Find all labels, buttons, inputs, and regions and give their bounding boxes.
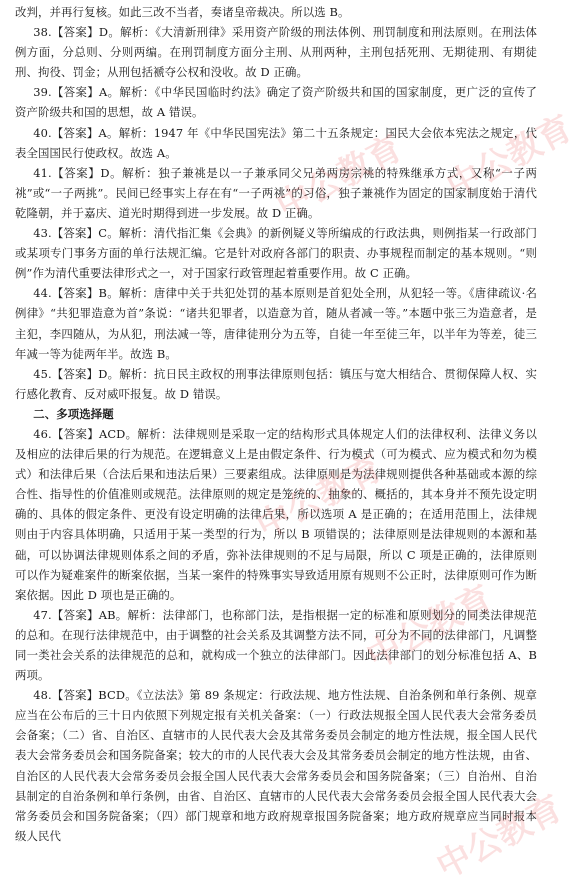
answer-39: 39.【答案】A。解析：《中华民国临时约法》确定了资产阶级共和国的国家制度，更广泛的宣传了资产阶级共和国的思想，故 A 错误。 xyxy=(15,85,537,120)
answer-38: 38.【答案】D。解析：《大清新刑律》采用资产阶级的刑法体例、刑罚制度和刑法原则。在刑法体例方面，分总则、分则两编。在刑罚制度方面分主刑、从刑两种，主刑包括死刑、无期徒刑、有期徒刑、拘役、罚金；从刑包括褫夺公权和没收。故 D 正确。 xyxy=(15,25,537,80)
answer-46: 46.【答案】ACD。解析：法律规则是采取一定的结构形式具体规定人们的法律权利、法律义务以及相应的法律后果的行为规范。在逻辑意义上是由假定条件、行为模式（可为模式、应为模式和勿为模式）和法律后果（合法后果和违法后果）三要素组成。法律原则是为法律规则提供各种基础或本源的综合性、指导性的价值准则或规范。法律原则的规定是笼统的、抽象的、概括的，其本身并不预先设定明确的、具体的假定条件、更没有设定明确的法律后果，所以选项 A 是正确的；在适用范围上，法律规则由于内容具体明确，只适用于某一类型的行为，所以 B 项错误的；法律原则是法律规则的本源和基础，可以协调法律规则体系之间的矛盾，弥补法律规则的不足与局限，所以 C 项是正确的，法律原则可以作为疑难案件的断案依据，当某一案件的特殊事实导致适用原有规则不公正时，法律原则可作为断案依据。因此 D 项也是正确的。 xyxy=(15,426,537,602)
answer-43: 43.【答案】C。解析：清代指汇集《会典》的新例疑义等所编成的行政法典，则例指某一行政部门或某项专门事务方面的单行法规汇编。它是针对政府各部门的职责、办事规程而制定的基本规则。“则例”作为清代重要法律形式之一，对于国家行政管理起着重要作用。故 C 正确。 xyxy=(15,226,537,281)
answer-explanation-document xyxy=(15,2,537,846)
section-heading-multiple-choice: 二、多项选择题 xyxy=(33,406,114,421)
answer-40: 40.【答案】A。解析：1947 年《中华民国宪法》第二十五条规定：国民大会依本宪法之规定，代表全国国民行使政权。故选 A。 xyxy=(15,125,537,160)
watermark-logo: 中公教育 xyxy=(270,128,410,228)
watermark-logo: 中公教育 xyxy=(440,108,580,208)
answer-47: 47.【答案】AB。解析：法律部门，也称部门法，是指根据一定的标准和原则划分的同类法律规范的总和。在现行法律规范中，由于调整的社会关系及其调整方法不同，可分为不同的法律部门，凡调整同一类社会关系的法律规范的总和，就构成一个独立的法律部门。因此法律部门的划分标准包括 A、B 两项。 xyxy=(15,607,537,683)
answer-45: 45.【答案】D。解析：抗日民主政权的刑事法律原则包括：镇压与宽大相结合、贯彻保障人权、实行感化教育、反对威吓报复。故 D 错误。 xyxy=(15,366,537,401)
watermark-logo: 中公教育 xyxy=(360,578,500,678)
watermark-logo: 中公教育 xyxy=(250,448,390,548)
watermark-logo: 中公教育 xyxy=(430,788,570,888)
paragraph-continuation: 改判，并再行复核。如此三改不当者，奏诸皇帝裁决。所以选 B。 xyxy=(15,5,350,19)
answer-41: 41.【答案】D。解析：独子兼祧是以一子兼承同父兄弟两房宗祧的特殊继承方式，又称“一子两祧”或“一子两挑”。民间已经事实上存在有“一子两祧”的习俗，独子兼祧作为固定的国家制度始于清代乾隆朝，并于嘉庆、道光时期得到进一步发展。故 D 正确。 xyxy=(15,165,537,220)
answer-44: 44.【答案】B。解析：唐律中关于共犯处罚的基本原则是首犯处全刑，从犯轻一等。《唐律疏议·名例律》“共犯罪造意为首”条说：“诸共犯罪者，以造意为首，随从者减一等。”本题中张三为造意者，是主犯，李四随从，为从犯，刑法减一等，唐律徒刑分为五等，自徒一年至徒三年，以半年为等差，徒三年减一等为徒两年半。故选 B。 xyxy=(15,286,537,361)
answer-48: 48.【答案】BCD。《立法法》第 89 条规定：行政法规、地方性法规、自治条例和单行条例、规章应当在公布后的三十日内依照下列规定报有关机关备案：（一）行政法规报全国人民代表大会常务委员会备案；（二）省、自治区、直辖市的人民代表大会及其常务委员会制定的地方性法规，报全国人民代表大会常务委员会和国务院备案；较大的市的人民代表大会及其常务委员会制定的地方性法规，由省、自治区的人民代表大会常务委员会报全国人民代表大会常务委员会和国务院备案；（三）自治州、自治县制定的自治条例和单行条例，由省、自治区、直辖市的人民代表大会常务委员会报全国人民代表大会常务委员会和国务院备案；（四）部门规章和地方政府规章报国务院备案；地方政府规章应当同时报本级人民代 xyxy=(15,688,537,843)
